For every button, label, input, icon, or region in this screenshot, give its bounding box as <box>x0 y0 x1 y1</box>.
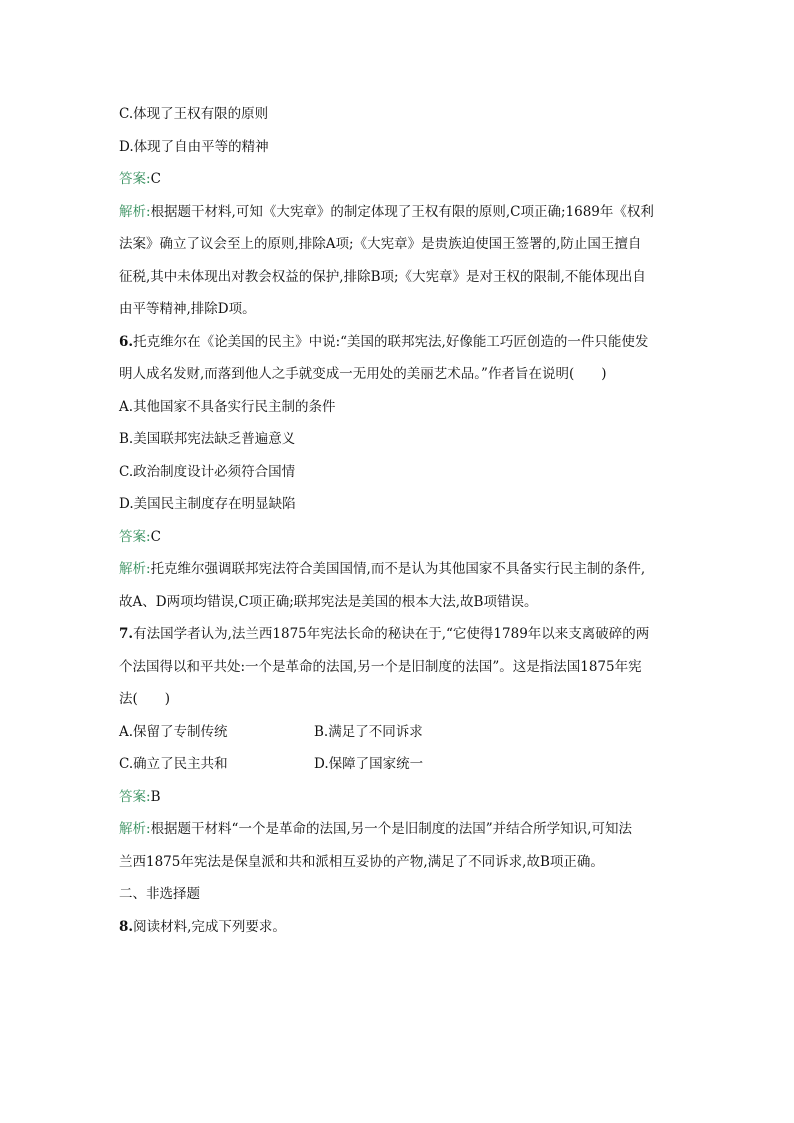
q5-analysis-line-3: 征税,其中未体现出对教会权益的保护,排除B项;《大宪章》是对王权的限制,不能体现出自 <box>119 268 646 285</box>
q5-analysis-line-4: 由平等精神,排除D项。 <box>119 301 256 317</box>
q8-stem <box>119 911 679 944</box>
q7-answer <box>119 781 679 814</box>
answer-value: B <box>150 788 161 805</box>
q5-option-c: C.体现了王权有限的原则 <box>119 106 269 122</box>
content <box>119 98 679 943</box>
q7-analysis-line-2: 兰西1875年宪法是保皇派和共和派相互妥协的产物,满足了不同诉求,故B项正确。 <box>119 853 604 870</box>
analysis-text: 根据题干材料,可知《大宪章》的制定体现了王权有限的原则,C项正确;1689年《权利 <box>150 203 654 220</box>
q7-option-d: D.保障了国家统一 <box>314 756 424 772</box>
q7-options-row-2 <box>119 748 679 781</box>
question-number: 8. <box>119 918 134 935</box>
question-number: 7. <box>119 626 134 642</box>
question-number: 6. <box>119 333 134 350</box>
q6-answer <box>119 521 679 554</box>
answer-value: C <box>150 528 161 545</box>
q7-stem-line-1 <box>119 618 679 651</box>
question-stem: 阅读材料,完成下列要求。 <box>133 918 286 935</box>
q6-option-a: A.其他国家不具备实行民主制的条件 <box>119 398 336 415</box>
q7-option-b: B.满足了不同诉求 <box>314 723 423 740</box>
q7-analysis-line-1 <box>119 813 679 846</box>
q6-analysis-line-2: 故A、D两项均错误,C项正确;联邦宪法是美国的根本大法,故B项错误。 <box>119 593 538 610</box>
q5-option-d: D.体现了自由平等的精神 <box>119 138 269 155</box>
q5-answer <box>119 163 679 196</box>
answer-label: 答案: <box>119 788 151 805</box>
q7-stem-line-3: 法( ) <box>119 691 171 707</box>
question-stem: 托克维尔在《论美国的民主》中说:“美国的联邦宪法,好像能工巧匠创造的一件只能使发 <box>133 333 649 350</box>
section-title: 二、非选择题 <box>119 886 200 902</box>
answer-label: 答案: <box>119 528 151 545</box>
q6-analysis-line-1 <box>119 553 679 586</box>
answer-label: 答案: <box>119 171 151 187</box>
q6-stem-line-2: 明人成名发财,而落到他人之手就变成一无用处的美丽艺术品。”作者旨在说明( ) <box>119 366 607 382</box>
q6-option-c: C.政治制度设计必须符合国情 <box>119 463 296 480</box>
q6-stem-line-1 <box>119 326 679 359</box>
q5-analysis-line-2: 法案》确立了议会至上的原则,排除A项;《大宪章》是贵族迫使国王签署的,防止国王擅自 <box>119 236 642 252</box>
analysis-label: 解析: <box>119 821 151 837</box>
analysis-text: 托克维尔强调联邦宪法符合美国国情,而不是认为其他国家不具备实行民主制的条件, <box>150 561 646 577</box>
analysis-label: 解析: <box>119 203 151 220</box>
answer-value: C <box>150 171 161 187</box>
q7-option-a: A.保留了专制传统 <box>119 723 228 740</box>
q6-option-d: D.美国民主制度存在明显缺陷 <box>119 496 296 512</box>
q5-analysis-line-1 <box>119 196 679 229</box>
analysis-text: 根据题干材料“一个是革命的法国,另一个是旧制度的法国”并结合所学知识,可知法 <box>150 821 632 837</box>
q7-option-c: C.确立了民主共和 <box>119 756 228 772</box>
q7-options-row-1 <box>119 716 679 749</box>
q6-option-b: B.美国联邦宪法缺乏普遍意义 <box>119 431 296 447</box>
question-stem: 有法国学者认为,法兰西1875年宪法长命的秘诀在于,“它使得1789年以来支离破碎的两 <box>133 626 650 642</box>
q7-stem-line-2: 个法国得以和平共处:一个是革命的法国,另一个是旧制度的法国”。这是指法国1875年宪 <box>119 658 642 675</box>
analysis-label: 解析: <box>119 561 151 577</box>
